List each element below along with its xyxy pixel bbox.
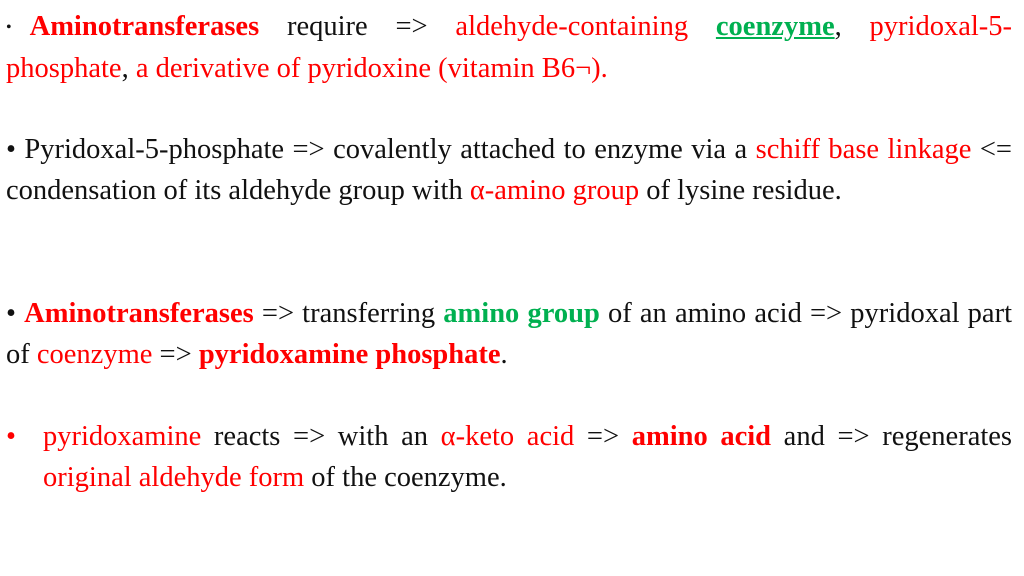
term-pyridoxamine-phosphate: pyridoxamine phosphate <box>198 339 501 370</box>
text: and => regenerates <box>771 421 1012 452</box>
text: of an amino acid => pyridoxal part of <box>6 298 1012 370</box>
term-pyridoxamine: pyridoxamine <box>43 421 202 452</box>
bullet: • <box>6 421 16 452</box>
text: <= condensation of its aldehyde group with <box>6 134 1012 206</box>
text: require => <box>259 11 456 42</box>
text: reacts => with an <box>201 421 441 452</box>
paragraph-aminotransferases-coenzyme <box>6 6 1012 89</box>
text: => transferring <box>253 298 444 329</box>
term-aminotransferases: Aminotransferases <box>29 11 260 42</box>
paragraph-regeneration <box>6 416 1012 498</box>
term-derivative-pyridoxine: a derivative of pyridoxine (vitamin B6¬). <box>135 53 608 84</box>
paragraph-schiff-base <box>6 129 1012 211</box>
bullet: • <box>6 298 25 329</box>
text: • Pyridoxal-5-phosphate => covalently attached to enzyme via a <box>6 134 756 165</box>
term-alpha-keto-acid: α-keto acid <box>440 421 575 452</box>
text: of lysine residue. <box>639 175 842 206</box>
term-aminotransferases: Aminotransferases <box>24 298 254 329</box>
text: => <box>152 339 199 370</box>
term-schiff-base-linkage: schiff base linkage <box>755 134 972 165</box>
term-coenzyme: coenzyme <box>715 11 835 42</box>
bullet: • <box>6 19 12 36</box>
text: , <box>121 53 136 84</box>
term-alpha-amino-group: α-amino group <box>469 175 640 206</box>
term-pyridoxal-5-phosphate: pyridoxal-5-phosphate <box>6 11 1013 84</box>
term-coenzyme: coenzyme <box>36 339 153 370</box>
text: . <box>500 339 508 370</box>
term-amino-group: amino group <box>443 298 600 329</box>
paragraph-transfer-amino-group <box>6 293 1012 375</box>
term-original-aldehyde-form: original aldehyde form <box>43 462 305 493</box>
text: => <box>574 421 632 452</box>
term-amino-acid: amino acid <box>631 421 772 452</box>
text: of the coenzyme. <box>304 462 507 493</box>
text <box>688 11 716 42</box>
text: , <box>834 11 870 42</box>
term-aldehyde-containing: aldehyde-containing <box>455 11 689 42</box>
